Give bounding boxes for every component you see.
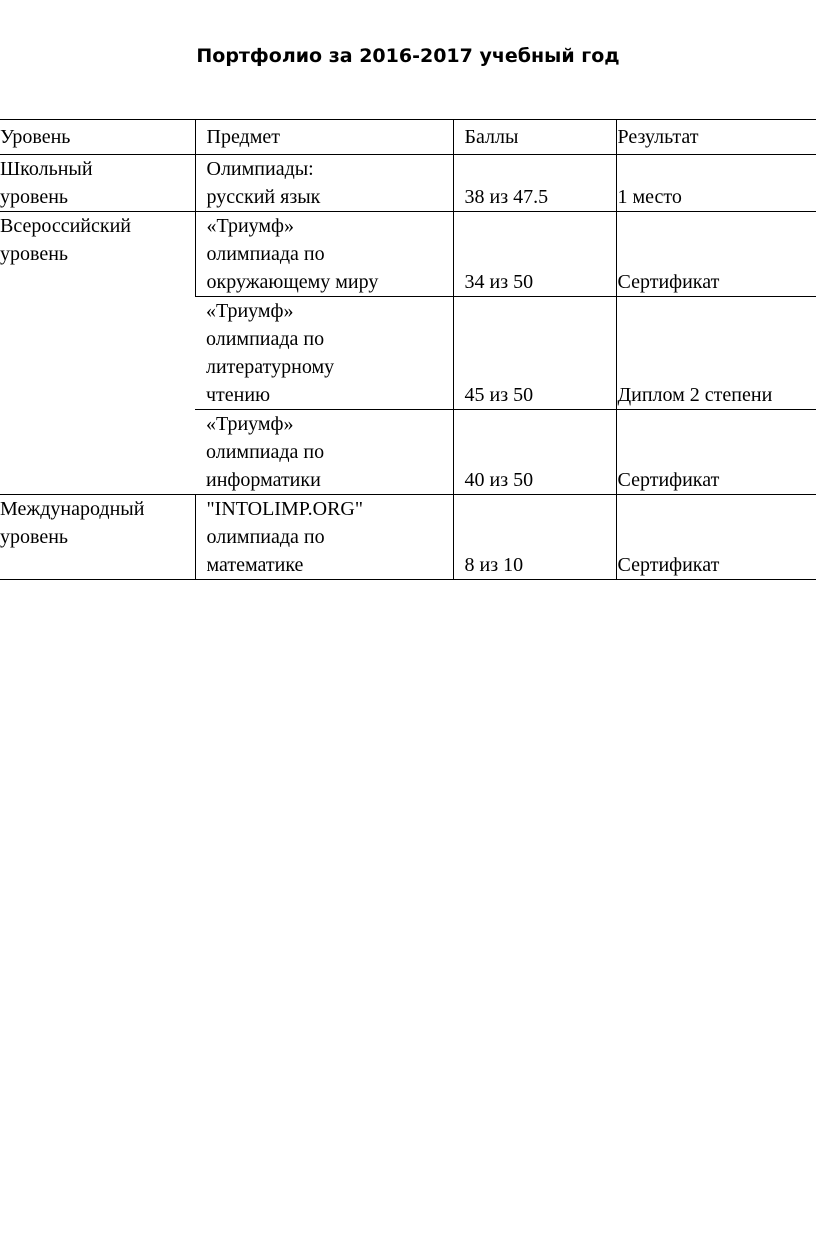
score-cell: 8 из 10: [453, 495, 616, 580]
level-cell: [0, 495, 195, 580]
header-level: Уровень: [0, 120, 195, 155]
level-text: Международный: [0, 498, 145, 520]
subject-text: Олимпиады:: [206, 158, 314, 180]
result-cell: Диплом 2 степени: [616, 297, 816, 410]
subject-cell: [195, 297, 453, 410]
subject-cell: [195, 495, 453, 580]
table-header-row: [0, 120, 816, 155]
subject-text: математике: [206, 554, 304, 576]
subject-text: "INTOLIMP.ORG": [206, 498, 364, 520]
subject-text: олимпиада по: [206, 526, 325, 548]
subject-cell: [195, 212, 453, 297]
score-cell: 40 из 50: [453, 410, 616, 495]
table-row: [0, 495, 816, 580]
subject-text: олимпиада по: [206, 328, 325, 350]
subject-cell: [195, 410, 453, 495]
table-row: [0, 155, 816, 212]
subject-text: литературному: [206, 356, 335, 378]
subject-cell: [195, 155, 453, 212]
subject-text: чтению: [206, 384, 271, 406]
result-cell: Сертификат: [616, 410, 816, 495]
score-cell: 45 из 50: [453, 297, 616, 410]
table-row: [0, 212, 816, 297]
subject-text: «Триумф»: [206, 300, 294, 322]
level-text: уровень: [0, 186, 69, 208]
subject-text: олимпиада по: [206, 441, 325, 463]
subject-text: информатики: [206, 469, 321, 491]
header-subject: Предмет: [195, 120, 453, 155]
level-cell: [0, 212, 195, 495]
result-cell: Сертификат: [616, 212, 816, 297]
score-cell: 38 из 47.5: [453, 155, 616, 212]
result-cell: 1 место: [616, 155, 816, 212]
header-score: Баллы: [453, 120, 616, 155]
document-title: Портфолио за 2016-2017 учебный год: [196, 45, 620, 67]
subject-text: окружающему миру: [206, 271, 379, 293]
score-cell: 34 из 50: [453, 212, 616, 297]
subject-text: русский язык: [206, 186, 321, 208]
level-text: уровень: [0, 243, 69, 265]
result-cell: Сертификат: [616, 495, 816, 580]
level-text: Всероссийский: [0, 215, 131, 237]
header-result: Результат: [616, 120, 816, 155]
subject-text: олимпиада по: [206, 243, 325, 265]
subject-text: «Триумф»: [206, 413, 294, 435]
level-text: Школьный: [0, 158, 93, 180]
portfolio-table: [0, 119, 816, 580]
level-text: уровень: [0, 526, 69, 548]
subject-text: «Триумф»: [206, 215, 295, 237]
level-cell: [0, 155, 195, 212]
